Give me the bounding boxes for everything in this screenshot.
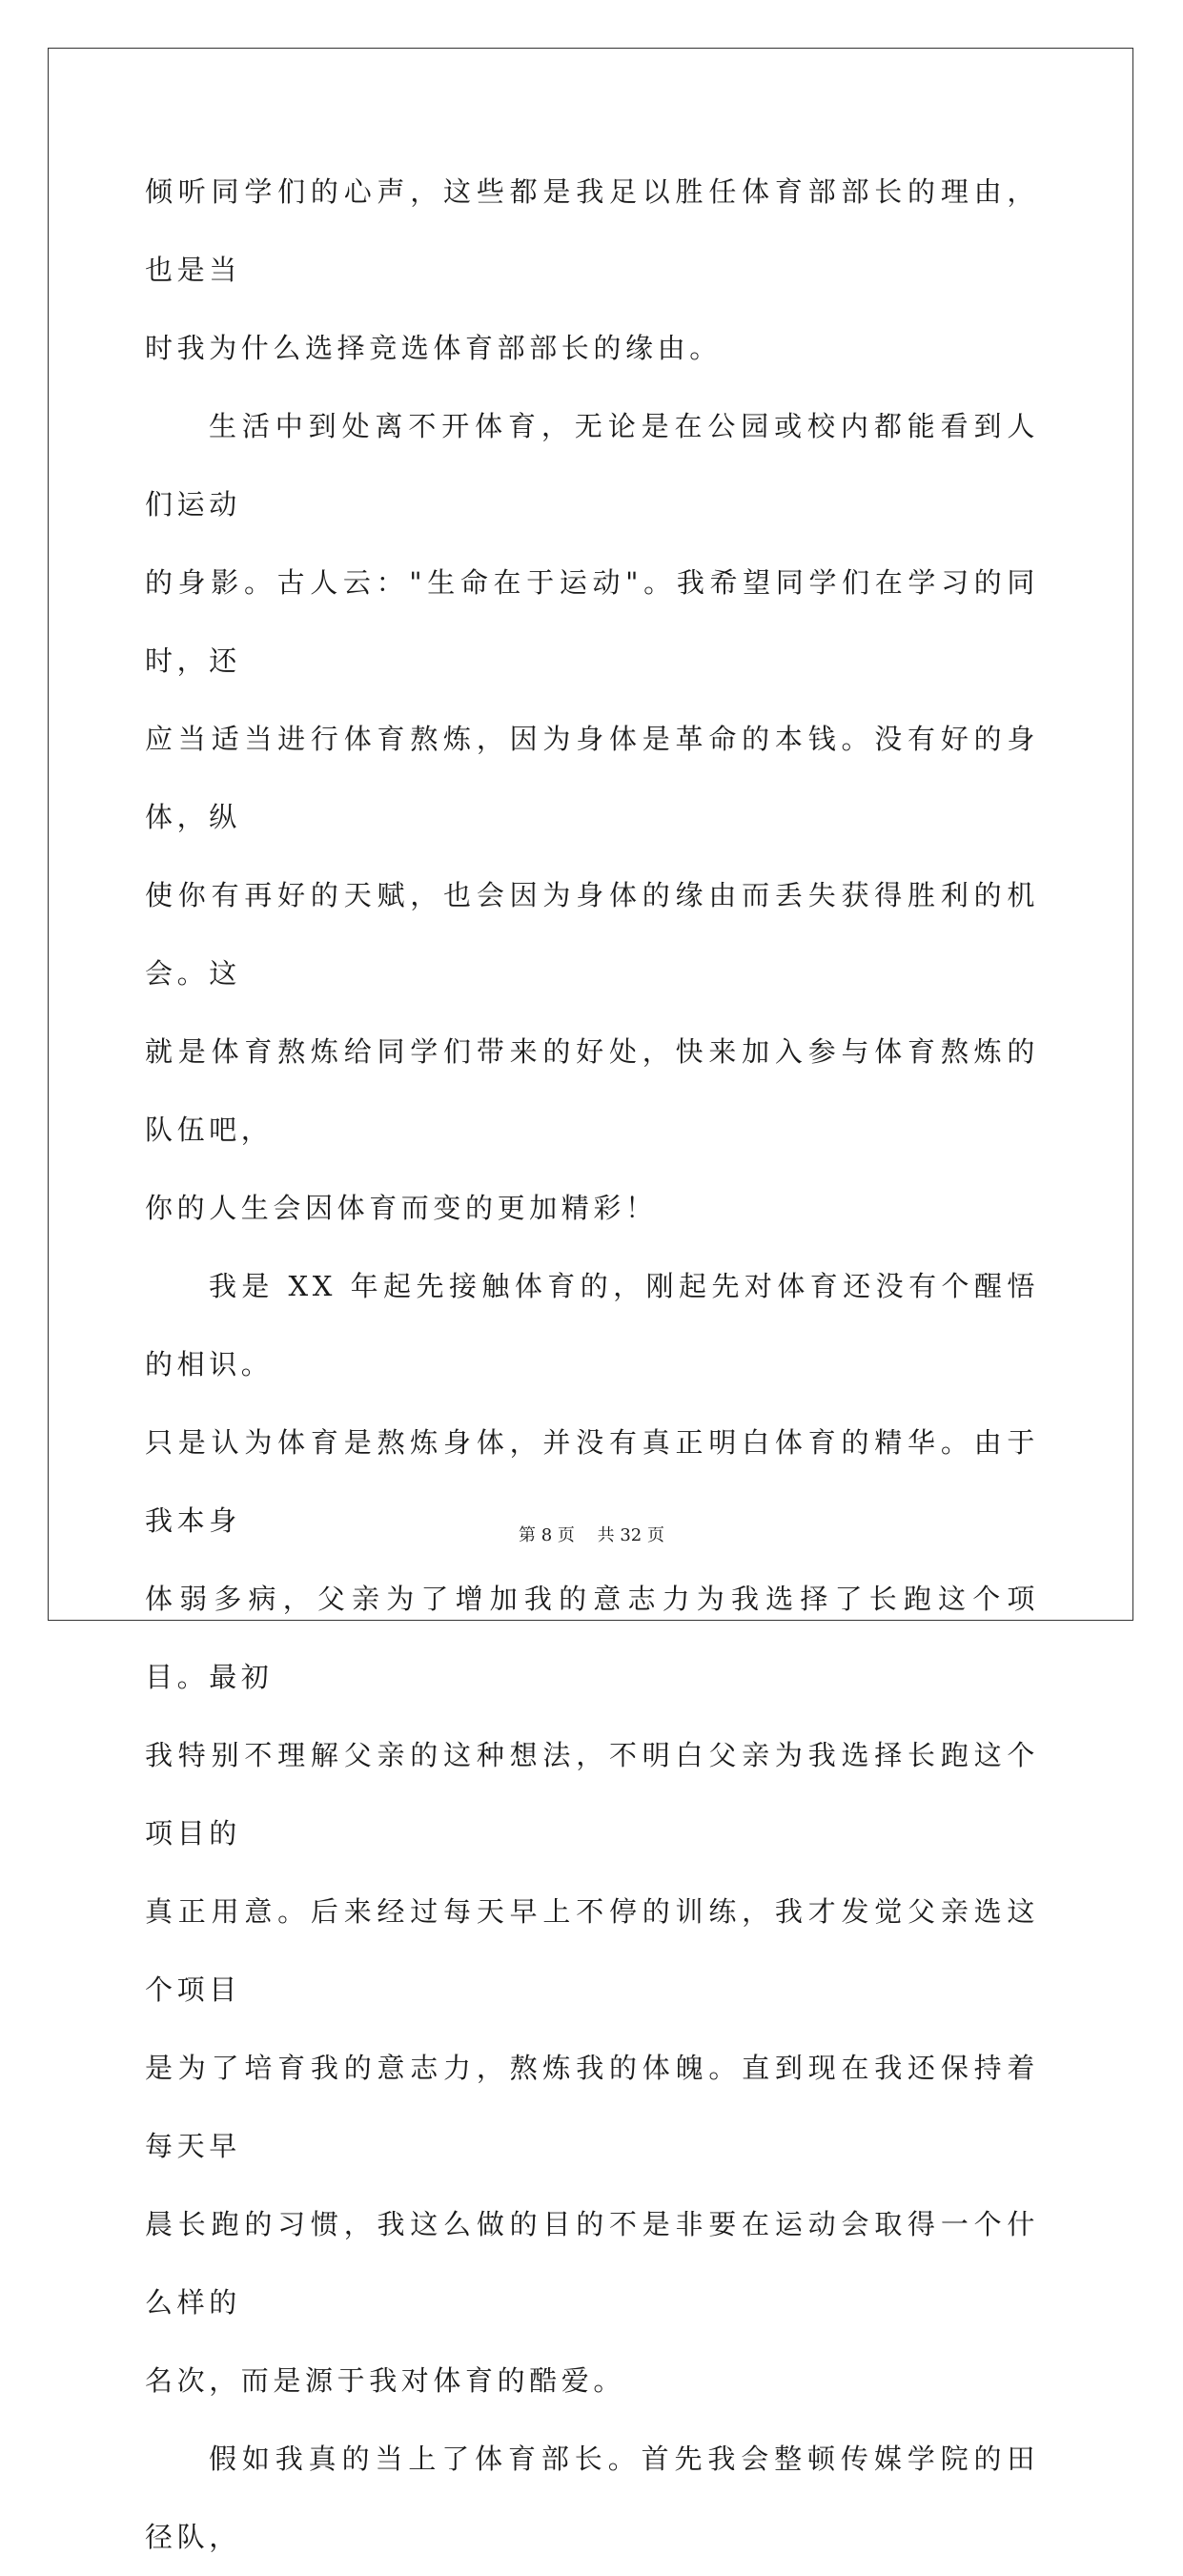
paragraph-1: 倾听同学们的心声，这些都是我足以胜任体育部部长的理由，也是当 时我为什么选择竞选体育部部长的缘由。 (145, 175, 1039, 364)
document-body (145, 153, 1039, 2576)
paragraph-2: 生活中到处离不开体育，无论是在公园或校内都能看到人们运动 的身影。古人云："生命在于运动"。我希望同学们在学习的同时，还 应当适当进行体育熬炼，因为身体是革命的本钱。没有好的身体，纵 使你有再好的天赋，也会因为身体的缘由而丢失获得胜利的机会。这 就是体育熬炼给同学们带来的好处，快来加入参与体育熬炼的队伍吧， 你的人生会因体育而变的更加精彩！ (145, 410, 1039, 1224)
paragraph-4: 假如我真的当上了体育部长。首先我会整顿传媒学院的田径队， (145, 2443, 1039, 2553)
paragraph-3: 我是 XX 年起先接触体育的，刚起先对体育还没有个醒悟的相识。 只是认为体育是熬炼身体，并没有真正明白体育的精华。由于我本身 体弱多病，父亲为了增加我的意志力为我选择了长跑这个项目。最初 我特别不理解父亲的这种想法，不明白父亲为我选择长跑这个项目的 真正用意。后来经过每天早上不停的训练，我才发觉父亲选这个项目 是为了培育我的意志力，熬炼我的体魄。直到现在我还保持着每天早 晨长跑的习惯，我这么做的目的不是非要在运动会取得一个什么样的 名次，而是源于我对体育的酷爱。 (145, 1270, 1039, 2397)
page-number-footer: 第 8 页 共 32 页 (519, 1525, 664, 1545)
